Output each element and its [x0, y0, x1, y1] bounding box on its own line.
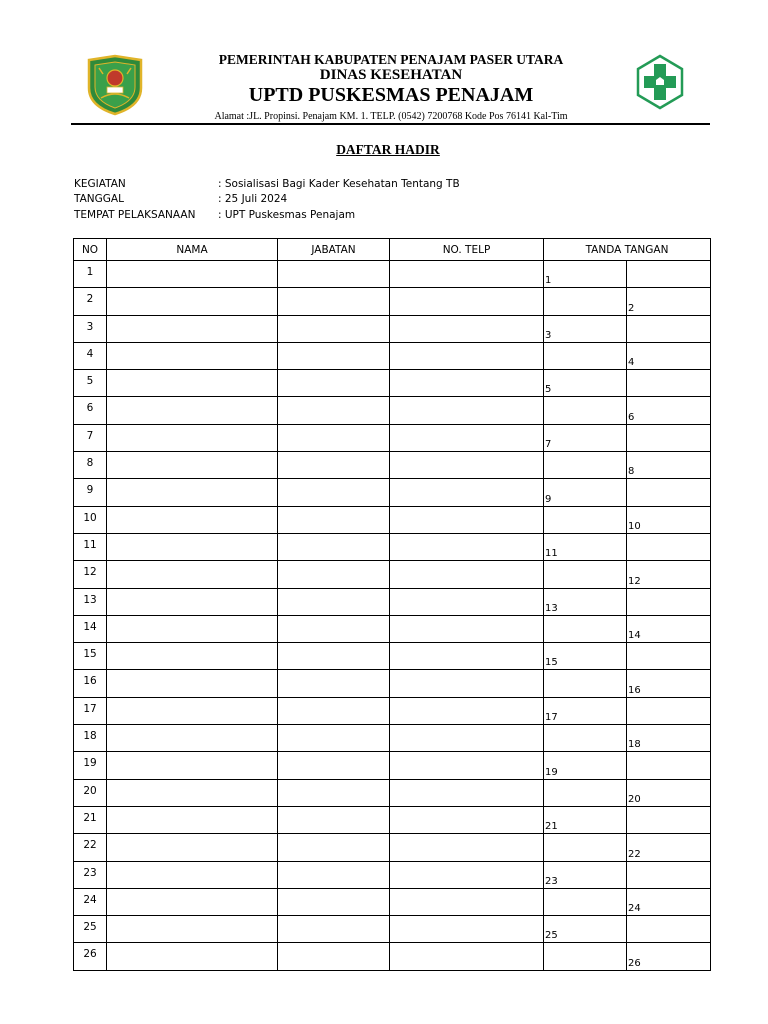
- info-label: TEMPAT PELAKSANAAN: [74, 209, 196, 221]
- telp-cell[interactable]: [390, 943, 544, 970]
- info-value: : Sosialisasi Bagi Kader Kesehatan Tentang TB: [218, 178, 460, 190]
- column-header-jabatan: JABATAN: [278, 239, 390, 261]
- jabatan-cell[interactable]: [278, 752, 390, 779]
- nama-cell[interactable]: [107, 697, 278, 724]
- row-number: 11: [74, 533, 107, 560]
- attendance-table: [73, 238, 711, 971]
- nama-cell[interactable]: [107, 506, 278, 533]
- signature-cell-right[interactable]: 26: [627, 943, 711, 970]
- header-divider: [71, 123, 710, 125]
- agency-name: DINAS KESEHATAN: [319, 67, 463, 83]
- row-number: 24: [74, 888, 107, 915]
- nama-cell[interactable]: [107, 479, 278, 506]
- jabatan-cell[interactable]: [278, 943, 390, 970]
- nama-cell[interactable]: [107, 643, 278, 670]
- table-row: [74, 643, 711, 670]
- jabatan-cell[interactable]: [278, 397, 390, 424]
- signature-cell-left[interactable]: [544, 888, 627, 915]
- signature-cell-left[interactable]: 5: [544, 370, 627, 397]
- telp-cell[interactable]: [390, 861, 544, 888]
- nama-cell[interactable]: [107, 315, 278, 342]
- signature-cell-left[interactable]: [544, 397, 627, 424]
- signature-cell-right[interactable]: [627, 916, 711, 943]
- jabatan-cell[interactable]: [278, 725, 390, 752]
- signature-cell-left[interactable]: [544, 670, 627, 697]
- row-number: 4: [74, 342, 107, 369]
- signature-cell-left[interactable]: [544, 342, 627, 369]
- telp-cell[interactable]: [390, 779, 544, 806]
- row-number: 18: [74, 725, 107, 752]
- table-row: [74, 806, 711, 833]
- table-header-row: [74, 239, 711, 261]
- row-number: 10: [74, 506, 107, 533]
- signature-cell-left[interactable]: 11: [544, 533, 627, 560]
- government-name: PEMERINTAH KABUPATEN PENAJAM PASER UTARA: [218, 52, 564, 67]
- jabatan-cell[interactable]: [278, 342, 390, 369]
- jabatan-cell[interactable]: [278, 452, 390, 479]
- jabatan-cell[interactable]: [278, 888, 390, 915]
- nama-cell[interactable]: [107, 806, 278, 833]
- nama-cell[interactable]: [107, 370, 278, 397]
- telp-cell[interactable]: [390, 615, 544, 642]
- row-number: 2: [74, 288, 107, 315]
- table-body: [74, 261, 711, 971]
- telp-cell[interactable]: [390, 342, 544, 369]
- nama-cell[interactable]: [107, 861, 278, 888]
- row-number: 8: [74, 452, 107, 479]
- row-number: 20: [74, 779, 107, 806]
- telp-cell[interactable]: [390, 697, 544, 724]
- signature-cell-left[interactable]: 7: [544, 424, 627, 451]
- telp-cell[interactable]: [390, 315, 544, 342]
- jabatan-cell[interactable]: [278, 261, 390, 288]
- signature-cell-right[interactable]: 2: [627, 288, 711, 315]
- signature-cell-left[interactable]: [544, 615, 627, 642]
- signature-cell-right[interactable]: [627, 424, 711, 451]
- nama-cell[interactable]: [107, 943, 278, 970]
- signature-cell-left[interactable]: 13: [544, 588, 627, 615]
- telp-cell[interactable]: [390, 725, 544, 752]
- signature-cell-right[interactable]: [627, 588, 711, 615]
- signature-cell-right[interactable]: [627, 479, 711, 506]
- jabatan-cell[interactable]: [278, 643, 390, 670]
- table-row: [74, 342, 711, 369]
- nama-cell[interactable]: [107, 452, 278, 479]
- row-number: 7: [74, 424, 107, 451]
- nama-cell[interactable]: [107, 834, 278, 861]
- telp-cell[interactable]: [390, 643, 544, 670]
- row-number: 23: [74, 861, 107, 888]
- table-row: [74, 834, 711, 861]
- row-number: 5: [74, 370, 107, 397]
- signature-cell-left[interactable]: 25: [544, 916, 627, 943]
- jabatan-cell[interactable]: [278, 288, 390, 315]
- nama-cell[interactable]: [107, 670, 278, 697]
- signature-cell-right[interactable]: [627, 533, 711, 560]
- telp-cell[interactable]: [390, 370, 544, 397]
- nama-cell[interactable]: [107, 397, 278, 424]
- column-header-tanda-tangan: TANDA TANGAN: [544, 239, 711, 261]
- nama-cell[interactable]: [107, 588, 278, 615]
- jabatan-cell[interactable]: [278, 670, 390, 697]
- nama-cell[interactable]: [107, 725, 278, 752]
- row-number: 9: [74, 479, 107, 506]
- nama-cell[interactable]: [107, 533, 278, 560]
- signature-cell-right[interactable]: [627, 261, 711, 288]
- signature-cell-left[interactable]: 15: [544, 643, 627, 670]
- signature-cell-left[interactable]: 23: [544, 861, 627, 888]
- jabatan-cell[interactable]: [278, 697, 390, 724]
- row-number: 17: [74, 697, 107, 724]
- telp-cell[interactable]: [390, 916, 544, 943]
- jabatan-cell[interactable]: [278, 370, 390, 397]
- regency-crest-icon: [85, 54, 145, 116]
- jabatan-cell[interactable]: [278, 588, 390, 615]
- nama-cell[interactable]: [107, 779, 278, 806]
- telp-cell[interactable]: [390, 261, 544, 288]
- telp-cell[interactable]: [390, 888, 544, 915]
- telp-cell[interactable]: [390, 479, 544, 506]
- signature-cell-left[interactable]: [544, 943, 627, 970]
- table-row: [74, 261, 711, 288]
- nama-cell[interactable]: [107, 342, 278, 369]
- row-number: 25: [74, 916, 107, 943]
- info-label: TANGGAL: [74, 193, 124, 205]
- jabatan-cell[interactable]: [278, 561, 390, 588]
- signature-cell-left[interactable]: [544, 561, 627, 588]
- nama-cell[interactable]: [107, 288, 278, 315]
- document-title: DAFTAR HADIR: [336, 142, 440, 157]
- table-row: [74, 588, 711, 615]
- signature-cell-left[interactable]: [544, 834, 627, 861]
- jabatan-cell[interactable]: [278, 506, 390, 533]
- table-row: [74, 315, 711, 342]
- table-row: [74, 506, 711, 533]
- telp-cell[interactable]: [390, 670, 544, 697]
- telp-cell[interactable]: [390, 588, 544, 615]
- signature-cell-left[interactable]: 21: [544, 806, 627, 833]
- nama-cell[interactable]: [107, 261, 278, 288]
- nama-cell[interactable]: [107, 561, 278, 588]
- column-header-telp: NO. TELP: [390, 239, 544, 261]
- signature-cell-right[interactable]: 22: [627, 834, 711, 861]
- table-row: [74, 370, 711, 397]
- table-row: [74, 397, 711, 424]
- telp-cell[interactable]: [390, 752, 544, 779]
- signature-cell-right[interactable]: [627, 861, 711, 888]
- row-number: 21: [74, 806, 107, 833]
- signature-cell-left[interactable]: 17: [544, 697, 627, 724]
- signature-cell-right[interactable]: 16: [627, 670, 711, 697]
- row-number: 12: [74, 561, 107, 588]
- signature-cell-left[interactable]: [544, 779, 627, 806]
- telp-cell[interactable]: [390, 288, 544, 315]
- jabatan-cell[interactable]: [278, 916, 390, 943]
- signature-cell-right[interactable]: 8: [627, 452, 711, 479]
- signature-cell-right[interactable]: 6: [627, 397, 711, 424]
- table-row: [74, 288, 711, 315]
- signature-cell-right[interactable]: [627, 752, 711, 779]
- table-row: [74, 752, 711, 779]
- jabatan-cell[interactable]: [278, 861, 390, 888]
- telp-cell[interactable]: [390, 424, 544, 451]
- row-number: 13: [74, 588, 107, 615]
- signature-cell-left[interactable]: [544, 725, 627, 752]
- telp-cell[interactable]: [390, 561, 544, 588]
- row-number: 19: [74, 752, 107, 779]
- telp-cell[interactable]: [390, 506, 544, 533]
- info-label: KEGIATAN: [74, 178, 126, 190]
- row-number: 26: [74, 943, 107, 970]
- table-row: [74, 561, 711, 588]
- telp-cell[interactable]: [390, 533, 544, 560]
- signature-cell-right[interactable]: [627, 697, 711, 724]
- signature-cell-right[interactable]: 18: [627, 725, 711, 752]
- table-row: [74, 888, 711, 915]
- table-row: [74, 670, 711, 697]
- telp-cell[interactable]: [390, 834, 544, 861]
- table-row: [74, 916, 711, 943]
- signature-cell-right[interactable]: [627, 643, 711, 670]
- signature-cell-right[interactable]: 20: [627, 779, 711, 806]
- signature-cell-left[interactable]: [544, 288, 627, 315]
- jabatan-cell[interactable]: [278, 779, 390, 806]
- row-number: 14: [74, 615, 107, 642]
- puskesmas-logo-icon: [636, 54, 684, 110]
- row-number: 22: [74, 834, 107, 861]
- jabatan-cell[interactable]: [278, 806, 390, 833]
- letterhead: [150, 52, 632, 124]
- row-number: 16: [74, 670, 107, 697]
- signature-cell-right[interactable]: [627, 315, 711, 342]
- row-number: 15: [74, 643, 107, 670]
- table-row: [74, 615, 711, 642]
- nama-cell[interactable]: [107, 888, 278, 915]
- jabatan-cell[interactable]: [278, 615, 390, 642]
- address-line: Alamat :JL. Propinsi. Penajam KM. 1. TELP. (0542) 7200768 Kode Pos 76141 Kal-Tim: [214, 111, 568, 122]
- jabatan-cell[interactable]: [278, 424, 390, 451]
- signature-cell-left[interactable]: 19: [544, 752, 627, 779]
- jabatan-cell[interactable]: [278, 533, 390, 560]
- table-row: [74, 452, 711, 479]
- nama-cell[interactable]: [107, 424, 278, 451]
- table-row: [74, 479, 711, 506]
- signature-cell-right[interactable]: [627, 370, 711, 397]
- nama-cell[interactable]: [107, 615, 278, 642]
- signature-cell-left[interactable]: 9: [544, 479, 627, 506]
- table-row: [74, 533, 711, 560]
- telp-cell[interactable]: [390, 397, 544, 424]
- column-header-no: NO: [74, 239, 107, 261]
- signature-cell-right[interactable]: 24: [627, 888, 711, 915]
- telp-cell[interactable]: [390, 452, 544, 479]
- table-row: [74, 424, 711, 451]
- signature-cell-right[interactable]: [627, 806, 711, 833]
- info-value: : UPT Puskesmas Penajam: [218, 209, 356, 221]
- row-number: 3: [74, 315, 107, 342]
- signature-cell-right[interactable]: 10: [627, 506, 711, 533]
- table-row: [74, 779, 711, 806]
- signature-cell-left[interactable]: [544, 452, 627, 479]
- signature-cell-right[interactable]: 12: [627, 561, 711, 588]
- jabatan-cell[interactable]: [278, 479, 390, 506]
- signature-cell-left[interactable]: 3: [544, 315, 627, 342]
- signature-cell-right[interactable]: 14: [627, 615, 711, 642]
- table-row: [74, 725, 711, 752]
- jabatan-cell[interactable]: [278, 315, 390, 342]
- info-value: : 25 Juli 2024: [218, 193, 288, 205]
- signature-cell-left[interactable]: 1: [544, 261, 627, 288]
- row-number: 6: [74, 397, 107, 424]
- column-header-nama: NAMA: [107, 239, 278, 261]
- institution-name: UPTD PUSKESMAS PENAJAM: [248, 84, 534, 106]
- table-row: [74, 697, 711, 724]
- nama-cell[interactable]: [107, 916, 278, 943]
- signature-cell-left[interactable]: [544, 506, 627, 533]
- telp-cell[interactable]: [390, 806, 544, 833]
- table-row: [74, 943, 711, 970]
- jabatan-cell[interactable]: [278, 834, 390, 861]
- signature-cell-right[interactable]: 4: [627, 342, 711, 369]
- row-number: 1: [74, 261, 107, 288]
- table-row: [74, 861, 711, 888]
- nama-cell[interactable]: [107, 752, 278, 779]
